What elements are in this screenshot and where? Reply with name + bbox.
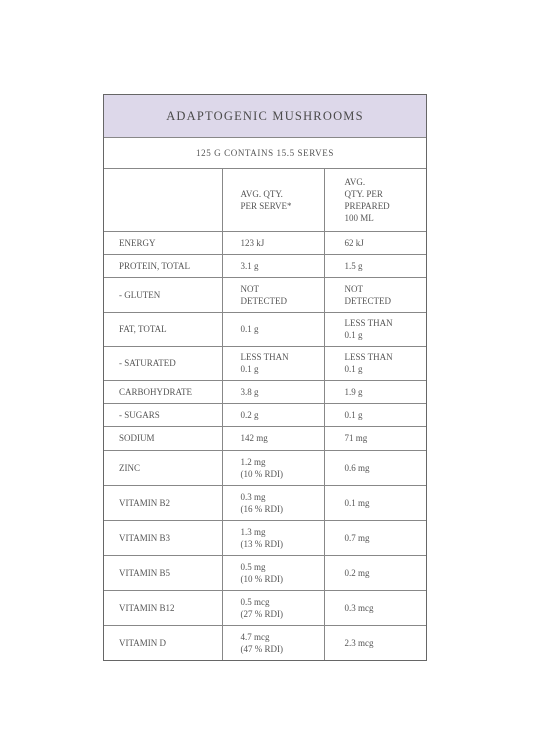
per-100ml-value bbox=[324, 254, 426, 277]
per-serve-value-line: 0.3 mg bbox=[240, 491, 266, 502]
per-serve-value-line: NOT bbox=[240, 283, 259, 294]
per-100ml-value-line: 2.3 mcg bbox=[344, 638, 374, 649]
header-line: AVG. QTY. bbox=[240, 188, 283, 199]
per-serve-value-line: 1.2 mg bbox=[240, 456, 266, 467]
per-serve-value-line: (16 % RDI) bbox=[240, 503, 283, 514]
per-serve-value bbox=[222, 231, 324, 254]
nutrition-panel bbox=[103, 94, 427, 661]
per-serve-value-line: (10 % RDI) bbox=[240, 573, 283, 584]
nutrient-name: CARBOHYDRATE bbox=[104, 380, 222, 403]
header-nutrient-cell bbox=[104, 169, 222, 231]
header-line: PREPARED bbox=[344, 200, 390, 211]
per-serve-value bbox=[222, 625, 324, 661]
nutrient-name: ENERGY bbox=[104, 231, 222, 254]
per-serve-value-line: 0.2 g bbox=[240, 409, 259, 420]
nutrient-name: - GLUTEN bbox=[104, 277, 222, 312]
per-100ml-value-line: LESS THAN bbox=[344, 318, 393, 328]
nutrient-name: VITAMIN B12 bbox=[104, 590, 222, 625]
nutrient-row bbox=[104, 312, 426, 346]
per-100ml-value bbox=[324, 450, 426, 485]
nutrient-name: VITAMIN B2 bbox=[104, 485, 222, 520]
per-serve-value-line: (27 % RDI) bbox=[240, 608, 283, 619]
nutrition-table bbox=[104, 169, 426, 661]
per-serve-value bbox=[222, 403, 324, 426]
per-100ml-value-line: LESS THAN bbox=[344, 352, 393, 362]
per-100ml-value bbox=[324, 555, 426, 590]
per-serve-value bbox=[222, 590, 324, 625]
per-100ml-value-line: 0.1 mg bbox=[344, 497, 370, 508]
per-serve-value-line: (13 % RDI) bbox=[240, 538, 283, 549]
per-100ml-value bbox=[324, 312, 426, 346]
per-100ml-value bbox=[324, 590, 426, 625]
per-serve-value bbox=[222, 555, 324, 590]
nutrient-row bbox=[104, 450, 426, 485]
per-serve-value-line: 0.5 mcg bbox=[240, 596, 270, 607]
per-100ml-value bbox=[324, 625, 426, 661]
header-line: AVG. bbox=[344, 176, 366, 187]
per-100ml-value-line: 62 kJ bbox=[344, 237, 364, 248]
nutrient-name: - SUGARS bbox=[104, 403, 222, 426]
per-100ml-value bbox=[324, 403, 426, 426]
per-100ml-value-line: 0.7 mg bbox=[344, 532, 370, 543]
per-100ml-value bbox=[324, 231, 426, 254]
per-serve-value bbox=[222, 485, 324, 520]
nutrient-row bbox=[104, 625, 426, 661]
panel-title: ADAPTOGENIC MUSHROOMS bbox=[104, 95, 426, 138]
per-100ml-value bbox=[324, 277, 426, 312]
per-serve-value-line: DETECTED bbox=[240, 295, 287, 306]
per-100ml-value bbox=[324, 520, 426, 555]
nutrient-row bbox=[104, 426, 426, 450]
header-line: PER SERVE* bbox=[240, 200, 292, 211]
nutrient-name: SODIUM bbox=[104, 426, 222, 450]
per-serve-value-line: (10 % RDI) bbox=[240, 468, 283, 479]
per-serve-value bbox=[222, 254, 324, 277]
nutrient-row bbox=[104, 277, 426, 312]
nutrient-row bbox=[104, 555, 426, 590]
per-serve-value bbox=[222, 380, 324, 403]
per-100ml-value-line: 71 mg bbox=[344, 433, 368, 443]
per-100ml-value-line: DETECTED bbox=[344, 295, 391, 306]
per-100ml-value bbox=[324, 380, 426, 403]
per-serve-value-line: 0.1 g bbox=[240, 324, 259, 334]
per-100ml-value-line: 0.1 g bbox=[344, 409, 363, 420]
nutrient-row bbox=[104, 485, 426, 520]
nutrient-name: PROTEIN, TOTAL bbox=[104, 254, 222, 277]
per-100ml-value bbox=[324, 346, 426, 380]
per-serve-value bbox=[222, 277, 324, 312]
per-100ml-value-line: NOT bbox=[344, 283, 363, 294]
per-100ml-value-line: 1.9 g bbox=[344, 386, 363, 397]
nutrient-name: VITAMIN D bbox=[104, 625, 222, 661]
per-100ml-value-line: 0.1 g bbox=[344, 330, 363, 340]
per-serve-value-line: 4.7 mcg bbox=[240, 632, 270, 643]
per-100ml-value-line: 0.1 g bbox=[344, 364, 363, 374]
nutrient-name: - SATURATED bbox=[104, 346, 222, 380]
per-100ml-value-line: 1.5 g bbox=[344, 260, 363, 271]
per-serve-value-line: 1.3 mg bbox=[240, 526, 266, 537]
per-serve-value-line: 3.1 g bbox=[240, 260, 259, 271]
nutrient-name: VITAMIN B5 bbox=[104, 555, 222, 590]
per-serve-value-line: 123 kJ bbox=[240, 237, 265, 248]
per-100ml-value bbox=[324, 426, 426, 450]
nutrient-row bbox=[104, 380, 426, 403]
per-serve-value-line: 142 mg bbox=[240, 433, 268, 443]
nutrient-name: VITAMIN B3 bbox=[104, 520, 222, 555]
per-serve-value-line: LESS THAN bbox=[240, 352, 289, 362]
per-100ml-value-line: 0.2 mg bbox=[344, 567, 370, 578]
per-serve-value bbox=[222, 520, 324, 555]
per-100ml-value-line: 0.6 mg bbox=[344, 462, 370, 473]
per-serve-value-line: 0.5 mg bbox=[240, 561, 266, 572]
per-serve-value-line: 0.1 g bbox=[240, 364, 259, 374]
per-100ml-value bbox=[324, 485, 426, 520]
per-serve-value bbox=[222, 346, 324, 380]
per-serve-value bbox=[222, 426, 324, 450]
nutrient-row bbox=[104, 346, 426, 380]
per-serve-value-line: (47 % RDI) bbox=[240, 644, 283, 655]
per-serve-value bbox=[222, 312, 324, 346]
nutrient-name: ZINC bbox=[104, 450, 222, 485]
header-line: QTY. PER bbox=[344, 188, 383, 199]
per-serve-value-line: 3.8 g bbox=[240, 386, 259, 397]
header-row bbox=[104, 169, 426, 231]
per-100ml-value-line: 0.3 mcg bbox=[344, 602, 374, 613]
nutrient-row bbox=[104, 520, 426, 555]
header-per-100ml-cell bbox=[324, 169, 426, 231]
nutrient-name: FAT, TOTAL bbox=[104, 312, 222, 346]
header-line: 100 ML bbox=[344, 212, 374, 223]
per-serve-value bbox=[222, 450, 324, 485]
nutrient-row bbox=[104, 590, 426, 625]
header-per-serve-cell bbox=[222, 169, 324, 231]
nutrient-row bbox=[104, 231, 426, 254]
nutrient-row bbox=[104, 403, 426, 426]
serves-info: 125 G CONTAINS 15.5 SERVES bbox=[104, 138, 426, 169]
nutrient-row bbox=[104, 254, 426, 277]
